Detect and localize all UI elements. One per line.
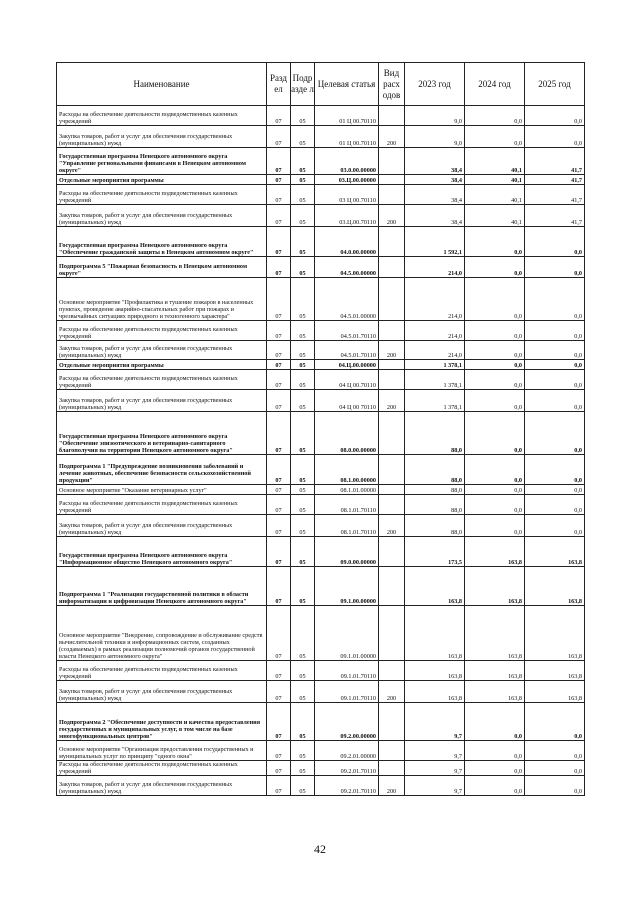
row-target-article-cell: 09.2.01.70110	[315, 776, 379, 796]
row-subsection-cell: 05	[291, 390, 315, 412]
row-subsection-cell: 05	[291, 205, 315, 227]
row-name-cell: Расходы на обеспечение деятельности подведомственных казенных учреждений	[57, 661, 267, 681]
row-2023-cell: 38,4	[405, 205, 465, 227]
row-2024-cell: 40,1	[465, 175, 525, 185]
row-expense-type-cell	[379, 606, 405, 661]
row-2024-cell: 0,0	[465, 776, 525, 796]
row-2025-cell: 163,8	[525, 606, 585, 661]
row-expense-type-cell	[379, 321, 405, 341]
row-expense-type-cell	[379, 257, 405, 278]
table-row	[57, 681, 585, 703]
row-section-cell: 07	[267, 703, 291, 741]
row-target-article-cell: 01 Ц 00.70110	[315, 126, 379, 148]
row-target-article-cell: 09.1.01.00000	[315, 606, 379, 661]
row-2024-cell: 0,0	[465, 495, 525, 515]
row-subsection-cell: 05	[291, 106, 315, 126]
row-2024-cell: 0,0	[465, 126, 525, 148]
row-subsection-cell: 05	[291, 515, 315, 537]
row-expense-type-cell	[379, 370, 405, 390]
row-2025-cell: 163,8	[525, 567, 585, 606]
row-section-cell: 07	[267, 567, 291, 606]
table-row	[57, 537, 585, 567]
row-expense-type-cell	[379, 567, 405, 606]
row-2025-cell: 0,0	[525, 106, 585, 126]
row-subsection-cell: 05	[291, 776, 315, 796]
row-2023-cell: 9,7	[405, 776, 465, 796]
row-2024-cell: 0,0	[465, 321, 525, 341]
row-expense-type-cell	[379, 227, 405, 257]
row-2024-cell: 163,8	[465, 567, 525, 606]
row-target-article-cell: 09.2.00.00000	[315, 703, 379, 741]
row-section-cell: 07	[267, 175, 291, 185]
row-target-article-cell: 08.1.01.70110	[315, 515, 379, 537]
row-name-cell: Отдельные мероприятия программы	[57, 175, 267, 185]
row-name-cell: Закупка товаров, работ и услуг для обеспечения государственных (муниципальных) нужд	[57, 515, 267, 537]
row-2023-cell: 214,0	[405, 257, 465, 278]
row-section-cell: 07	[267, 741, 291, 761]
row-target-article-cell: 09.1.01.70110	[315, 661, 379, 681]
row-section-cell: 07	[267, 360, 291, 370]
row-target-article-cell: 01 Ц 00.70110	[315, 106, 379, 126]
row-expense-type-cell	[379, 537, 405, 567]
row-subsection-cell: 05	[291, 126, 315, 148]
row-subsection-cell: 05	[291, 341, 315, 360]
row-2023-cell: 163,8	[405, 661, 465, 681]
table-row	[57, 148, 585, 175]
row-subsection-cell: 05	[291, 412, 315, 455]
row-2024-cell: 0,0	[465, 360, 525, 370]
row-2023-cell: 1 378,1	[405, 370, 465, 390]
row-expense-type-cell	[379, 495, 405, 515]
row-2025-cell: 163,8	[525, 661, 585, 681]
row-section-cell: 07	[267, 515, 291, 537]
row-expense-type-cell	[379, 455, 405, 485]
row-2024-cell: 0,0	[465, 515, 525, 537]
row-name-cell: Основное мероприятие "Профилактика и тушение пожаров в населенных пунктах, проведение аварийно-спасательных работ при пожарах и чрезвычайных ситуациях природного и техногенного характера"	[57, 278, 267, 321]
row-expense-type-cell	[379, 185, 405, 205]
row-2025-cell: 0,0	[525, 515, 585, 537]
row-name-cell: Основное мероприятие "Оказание ветеринарных услуг"	[57, 485, 267, 495]
row-section-cell: 07	[267, 341, 291, 360]
row-section-cell: 07	[267, 370, 291, 390]
row-section-cell: 07	[267, 455, 291, 485]
row-section-cell: 07	[267, 537, 291, 567]
row-subsection-cell: 05	[291, 257, 315, 278]
row-2024-cell: 0,0	[465, 227, 525, 257]
row-2025-cell: 0,0	[525, 761, 585, 776]
row-2024-cell: 0,0	[465, 370, 525, 390]
row-expense-type-cell: 200	[379, 126, 405, 148]
table-row	[57, 321, 585, 341]
row-target-article-cell: 09.1.01.70110	[315, 681, 379, 703]
row-name-cell: Подпрограмма 1 "Реализация государственной политики в области информатизации и цифровизации Ненецкого автономного округа"	[57, 567, 267, 606]
table-row	[57, 703, 585, 741]
row-2023-cell: 9,7	[405, 703, 465, 741]
row-section-cell: 07	[267, 390, 291, 412]
row-2025-cell: 0,0	[525, 703, 585, 741]
row-section-cell: 07	[267, 106, 291, 126]
row-expense-type-cell: 200	[379, 390, 405, 412]
row-name-cell: Отдельные мероприятия программы	[57, 360, 267, 370]
row-2024-cell: 0,0	[465, 106, 525, 126]
row-subsection-cell: 05	[291, 681, 315, 703]
row-2025-cell: 0,0	[525, 278, 585, 321]
row-target-article-cell: 04.5.00.00000	[315, 257, 379, 278]
row-2023-cell: 38,4	[405, 148, 465, 175]
row-subsection-cell: 05	[291, 321, 315, 341]
row-expense-type-cell: 200	[379, 681, 405, 703]
table-row	[57, 761, 585, 776]
row-section-cell: 07	[267, 761, 291, 776]
table-row	[57, 341, 585, 360]
row-target-article-cell: 04.Ц.00.00000	[315, 360, 379, 370]
row-subsection-cell: 05	[291, 485, 315, 495]
header-row	[57, 63, 585, 106]
header-2023: 2023 год	[405, 63, 465, 106]
row-section-cell: 07	[267, 148, 291, 175]
row-2025-cell: 41,7	[525, 205, 585, 227]
row-target-article-cell: 03 Ц 00.70110	[315, 185, 379, 205]
row-2023-cell: 214,0	[405, 278, 465, 321]
row-2023-cell: 38,4	[405, 185, 465, 205]
table-row	[57, 257, 585, 278]
row-subsection-cell: 05	[291, 495, 315, 515]
row-2023-cell: 88,0	[405, 412, 465, 455]
row-target-article-cell: 03.0.00.00000	[315, 148, 379, 175]
row-subsection-cell: 05	[291, 148, 315, 175]
row-2023-cell: 88,0	[405, 495, 465, 515]
row-section-cell: 07	[267, 661, 291, 681]
row-name-cell: Закупка товаров, работ и услуг для обеспечения государственных (муниципальных) нужд	[57, 776, 267, 796]
row-2023-cell: 163,8	[405, 681, 465, 703]
row-2023-cell: 38,4	[405, 175, 465, 185]
row-2023-cell: 9,7	[405, 761, 465, 776]
row-2023-cell: 9,0	[405, 126, 465, 148]
row-2023-cell: 9,7	[405, 741, 465, 761]
table-row	[57, 390, 585, 412]
row-2023-cell: 163,8	[405, 606, 465, 661]
row-expense-type-cell	[379, 741, 405, 761]
row-name-cell: Основное мероприятие "Организация предоставления государственных и муниципальных услуг по принципу "одного окна"	[57, 741, 267, 761]
row-2023-cell: 214,0	[405, 321, 465, 341]
row-name-cell: Подпрограмма 1 "Предупреждение возникновения заболеваний и лечение животных, обеспечение безопасности сельскохозяйственной продукции"	[57, 455, 267, 485]
row-target-article-cell: 09.1.00.00000	[315, 567, 379, 606]
row-subsection-cell: 05	[291, 537, 315, 567]
row-section-cell: 07	[267, 185, 291, 205]
table-row	[57, 360, 585, 370]
row-2023-cell: 1 592,1	[405, 227, 465, 257]
row-target-article-cell: 03.Ц.00.70110	[315, 205, 379, 227]
row-expense-type-cell: 200	[379, 515, 405, 537]
row-section-cell: 07	[267, 321, 291, 341]
row-2023-cell: 88,0	[405, 515, 465, 537]
table-row	[57, 495, 585, 515]
budget-table	[56, 62, 585, 796]
header-target-article: Целевая статья	[315, 63, 379, 106]
row-target-article-cell: 08.1.01.00000	[315, 485, 379, 495]
row-2024-cell: 0,0	[465, 741, 525, 761]
row-section-cell: 07	[267, 227, 291, 257]
row-target-article-cell: 08.1.01.70110	[315, 495, 379, 515]
row-2025-cell: 0,0	[525, 741, 585, 761]
row-2025-cell: 41,7	[525, 185, 585, 205]
row-name-cell: Закупка товаров, работ и услуг для обеспечения государственных (муниципальных) нужд	[57, 126, 267, 148]
row-target-article-cell: 08.1.00.00000	[315, 455, 379, 485]
row-name-cell: Государственная программа Ненецкого автономного округа "Обеспечение гражданской защиты в Ненецком автономном округе"	[57, 227, 267, 257]
row-2023-cell: 88,0	[405, 455, 465, 485]
row-target-article-cell: 04.5.01.00000	[315, 278, 379, 321]
row-2023-cell: 214,0	[405, 341, 465, 360]
row-2025-cell: 0,0	[525, 455, 585, 485]
header-2024: 2024 год	[465, 63, 525, 106]
row-expense-type-cell	[379, 761, 405, 776]
row-section-cell: 07	[267, 776, 291, 796]
row-expense-type-cell	[379, 360, 405, 370]
row-name-cell: Государственная программа Ненецкого автономного округа "Информационное общество Ненецкого автономного округа"	[57, 537, 267, 567]
row-2025-cell: 0,0	[525, 412, 585, 455]
row-2024-cell: 163,8	[465, 681, 525, 703]
table-row	[57, 515, 585, 537]
table-body	[57, 106, 585, 796]
row-target-article-cell: 03.Ц.00.00000	[315, 175, 379, 185]
row-section-cell: 07	[267, 495, 291, 515]
row-2025-cell: 0,0	[525, 776, 585, 796]
row-2025-cell: 163,8	[525, 681, 585, 703]
row-2023-cell: 173,5	[405, 537, 465, 567]
row-target-article-cell: 09.0.00.00000	[315, 537, 379, 567]
row-2023-cell: 9,0	[405, 106, 465, 126]
row-2025-cell: 0,0	[525, 341, 585, 360]
table-row	[57, 175, 585, 185]
row-name-cell: Подпрограмма 2 "Обеспечение доступности и качества предоставления государственных и муниципальных услуг, в том числе на базе многофункциональных центров"	[57, 703, 267, 741]
row-target-article-cell: 04.5.01.70110	[315, 321, 379, 341]
row-subsection-cell: 05	[291, 661, 315, 681]
table-row	[57, 412, 585, 455]
row-target-article-cell: 04 Ц 00.70110	[315, 370, 379, 390]
row-expense-type-cell: 200	[379, 205, 405, 227]
row-subsection-cell: 05	[291, 703, 315, 741]
row-2024-cell: 40,1	[465, 185, 525, 205]
row-subsection-cell: 05	[291, 455, 315, 485]
table-row	[57, 606, 585, 661]
row-2023-cell: 163,8	[405, 567, 465, 606]
row-subsection-cell: 05	[291, 761, 315, 776]
row-target-article-cell: 04 Ц 00 70110	[315, 390, 379, 412]
row-name-cell: Государственная программа Ненецкого автономного округа "Обеспечение эпизоотического и ветеринарно-санитарного благополучия на территории Ненецкого автономного округа"	[57, 412, 267, 455]
row-2024-cell: 163,8	[465, 606, 525, 661]
table-row	[57, 485, 585, 495]
row-expense-type-cell	[379, 485, 405, 495]
row-target-article-cell: 09.2.01.70110	[315, 761, 379, 776]
header-expense-type: Вид расх одов	[379, 63, 405, 106]
table-row	[57, 278, 585, 321]
row-name-cell: Расходы на обеспечение деятельности подведомственных казенных учреждений	[57, 106, 267, 126]
row-2024-cell: 0,0	[465, 455, 525, 485]
row-2025-cell: 0,0	[525, 321, 585, 341]
row-expense-type-cell	[379, 148, 405, 175]
table-row	[57, 455, 585, 485]
header-2025: 2025 год	[525, 63, 585, 106]
row-section-cell: 07	[267, 278, 291, 321]
row-2025-cell: 0,0	[525, 390, 585, 412]
row-2024-cell: 0,0	[465, 412, 525, 455]
row-subsection-cell: 05	[291, 360, 315, 370]
row-name-cell: Расходы на обеспечение деятельности подведомственных казенных учреждений	[57, 370, 267, 390]
row-2025-cell: 41,7	[525, 148, 585, 175]
row-subsection-cell: 05	[291, 175, 315, 185]
row-section-cell: 07	[267, 681, 291, 703]
row-name-cell: Основное мероприятие "Внедрение, сопровождение и обслуживание средств вычислительной техники и информационных систем, созданных (создаваемых) в рамках реализации полномочий органов государственной власти Ненецкого автономного округа"	[57, 606, 267, 661]
row-subsection-cell: 05	[291, 606, 315, 661]
row-2024-cell: 0,0	[465, 390, 525, 412]
row-section-cell: 07	[267, 205, 291, 227]
row-section-cell: 07	[267, 412, 291, 455]
row-2024-cell: 0,0	[465, 761, 525, 776]
row-2024-cell: 0,0	[465, 485, 525, 495]
row-section-cell: 07	[267, 485, 291, 495]
row-name-cell: Закупка товаров, работ и услуг для обеспечения государственных (муниципальных) нужд	[57, 341, 267, 360]
row-subsection-cell: 05	[291, 741, 315, 761]
row-name-cell: Государственная программа Ненецкого автономного округа "Управление региональными финансами в Ненецком автономном округе"	[57, 148, 267, 175]
row-2025-cell: 0,0	[525, 495, 585, 515]
row-2025-cell: 163,8	[525, 537, 585, 567]
row-name-cell: Расходы на обеспечение деятельности подведомственных казенных учреждений	[57, 761, 267, 776]
header-section: Разд ел	[267, 63, 291, 106]
table-row	[57, 661, 585, 681]
row-subsection-cell: 05	[291, 227, 315, 257]
row-section-cell: 07	[267, 126, 291, 148]
table-row	[57, 106, 585, 126]
row-2024-cell: 40,1	[465, 205, 525, 227]
row-section-cell: 07	[267, 257, 291, 278]
table-row	[57, 126, 585, 148]
header-subsection: Подр азде л	[291, 63, 315, 106]
row-2023-cell: 88,0	[405, 485, 465, 495]
row-2025-cell: 41,7	[525, 175, 585, 185]
header-name: Наименование	[57, 63, 267, 106]
row-2025-cell: 0,0	[525, 360, 585, 370]
row-name-cell: Расходы на обеспечение деятельности подведомственных казенных учреждений	[57, 321, 267, 341]
row-2025-cell: 0,0	[525, 370, 585, 390]
row-2024-cell: 40,1	[465, 148, 525, 175]
row-subsection-cell: 05	[291, 567, 315, 606]
row-2024-cell: 163,8	[465, 661, 525, 681]
row-target-article-cell: 04.0.00.00000	[315, 227, 379, 257]
row-2024-cell: 0,0	[465, 703, 525, 741]
row-expense-type-cell	[379, 703, 405, 741]
row-2024-cell: 0,0	[465, 341, 525, 360]
row-2025-cell: 0,0	[525, 126, 585, 148]
row-name-cell: Расходы на обеспечение деятельности подведомственных казенных учреждений	[57, 185, 267, 205]
row-expense-type-cell: 200	[379, 341, 405, 360]
row-2025-cell: 0,0	[525, 227, 585, 257]
row-name-cell: Закупка товаров, работ и услуг для обеспечения государственных (муниципальных) нужд	[57, 205, 267, 227]
row-expense-type-cell	[379, 412, 405, 455]
table-row	[57, 370, 585, 390]
row-expense-type-cell	[379, 106, 405, 126]
row-2023-cell: 1 378,1	[405, 360, 465, 370]
row-2025-cell: 0,0	[525, 485, 585, 495]
row-2024-cell: 163,8	[465, 537, 525, 567]
row-expense-type-cell	[379, 661, 405, 681]
row-expense-type-cell	[379, 278, 405, 321]
row-2023-cell: 1 378,1	[405, 390, 465, 412]
row-name-cell: Закупка товаров, работ и услуг для обеспечения государственных (муниципальных) нужд	[57, 681, 267, 703]
row-2024-cell: 0,0	[465, 257, 525, 278]
row-expense-type-cell: 200	[379, 776, 405, 796]
row-name-cell: Подпрограмма 5 "Пожарная безопасность в Ненецком автономном округе"	[57, 257, 267, 278]
table-row	[57, 567, 585, 606]
table-row	[57, 776, 585, 796]
row-subsection-cell: 05	[291, 185, 315, 205]
row-target-article-cell: 08.0.00.00000	[315, 412, 379, 455]
row-target-article-cell: 04.5.01.70110	[315, 341, 379, 360]
row-expense-type-cell	[379, 175, 405, 185]
row-subsection-cell: 05	[291, 278, 315, 321]
row-2024-cell: 0,0	[465, 278, 525, 321]
table-row	[57, 227, 585, 257]
row-name-cell: Расходы на обеспечение деятельности подведомственных казенных учреждений	[57, 495, 267, 515]
row-2025-cell: 0,0	[525, 257, 585, 278]
table-row	[57, 185, 585, 205]
page-number: 42	[314, 842, 326, 856]
row-target-article-cell: 09.2.01.00000	[315, 741, 379, 761]
row-section-cell: 07	[267, 606, 291, 661]
row-subsection-cell: 05	[291, 370, 315, 390]
row-name-cell: Закупка товаров, работ и услуг для обеспечения государственных (муниципальных) нужд	[57, 390, 267, 412]
table-row	[57, 741, 585, 761]
table-row	[57, 205, 585, 227]
